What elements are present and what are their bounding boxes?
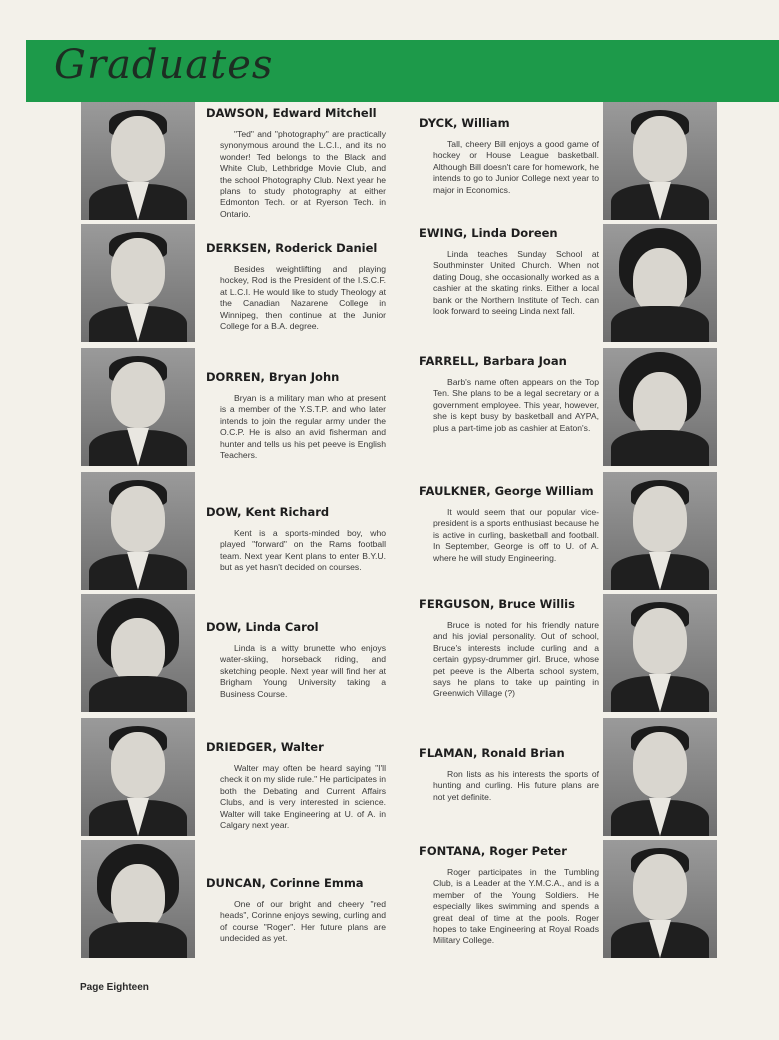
- graduate-name: DERKSEN, Roderick Daniel: [206, 241, 378, 255]
- graduate-name: FARRELL, Barbara Joan: [419, 354, 567, 368]
- graduate-name: FAULKNER, George William: [419, 484, 594, 498]
- graduate-entry: [419, 354, 599, 434]
- portrait-dawson: [81, 102, 195, 220]
- graduate-bio: Linda is a witty brunette who enjoys water-skiing, horseback riding, and sketching people. Next year will find her at Brigham Young University taking a Business Course.: [220, 643, 386, 699]
- graduate-bio: Bruce is noted for his friendly nature and his jovial personality. Out of school, Bruce's interests include curling and a certain gypsy-drummer girl. Bruce, whose pet peeve is the Alberta school system, says he plans to take up painting in Greenwich Village (?): [433, 620, 599, 699]
- graduate-entry: [419, 844, 599, 947]
- graduate-bio: Besides weightlifting and playing hockey, Rod is the President of the I.S.C.F. at L.C.I. He would like to study Theology at the Canadian Nazarene College in Winnipeg, then continue at the Junior College for a B.A. degree.: [220, 264, 386, 332]
- portrait-dorren: [81, 348, 195, 466]
- graduate-entry: [206, 740, 386, 831]
- graduate-entry: [419, 746, 599, 803]
- portrait-flaman: [603, 718, 717, 836]
- portrait-driedger: [81, 718, 195, 836]
- graduate-bio: Kent is a sports-minded boy, who played "forward" on the Rams football team. Next year Kent plans to enter B.Y.U. but as yet hasn't decided on courses.: [220, 528, 386, 573]
- graduate-entry: [206, 241, 386, 332]
- graduate-bio: Ron lists as his interests the sports of hunting and curling. His future plans are not yet definite.: [433, 769, 599, 802]
- portrait-derksen: [81, 224, 195, 342]
- graduate-bio: Bryan is a military man who at present is a member of the Y.S.T.P. and who later intends to join the regular army under the O.C.P. He is also an avid fisherman and hunter and tells us his pet peeve is English Teachers.: [220, 393, 386, 461]
- portrait-ewing: [603, 224, 717, 342]
- portrait-ferguson: [603, 594, 717, 712]
- graduate-entry: [419, 484, 599, 564]
- graduate-bio: It would seem that our popular vice-president is a sports enthusiast because he is active in curling, basketball and football. In September, George is off to U. of A. where he will study Engineering.: [433, 507, 599, 563]
- portrait-dow-linda: [81, 594, 195, 712]
- graduate-entry: [206, 370, 386, 461]
- portrait-fontana: [603, 840, 717, 958]
- graduate-name: DOW, Linda Carol: [206, 620, 319, 634]
- portrait-farrell: [603, 348, 717, 466]
- page-number: Page Eighteen: [80, 982, 149, 993]
- graduate-name: DAWSON, Edward Mitchell: [206, 106, 377, 120]
- portrait-dow-kent: [81, 472, 195, 590]
- graduate-entry: [206, 106, 386, 220]
- graduate-bio: Tall, cheery Bill enjoys a good game of hockey or House League basketball. Although Bill doesn't care for homework, he intends to go to Junior College next year to major in Economics.: [433, 139, 599, 195]
- portrait-dyck: [603, 102, 717, 220]
- graduate-name: DRIEDGER, Walter: [206, 740, 324, 754]
- graduate-name: DYCK, William: [419, 116, 510, 130]
- graduate-bio: Linda teaches Sunday School at Southminster United Church. When not dating Doug, she occasionally worked as a cashier at the skating rinks. Either a local bank or the Northern Institute of Tech. can look forward to seeing Linda next fall.: [433, 249, 599, 317]
- graduate-name: DUNCAN, Corinne Emma: [206, 876, 364, 890]
- graduate-bio: One of our bright and cheery "red heads", Corinne enjoys sewing, curling and of course "Roger". Her future plans are undecided as yet.: [220, 899, 386, 944]
- graduate-name: DOW, Kent Richard: [206, 505, 330, 519]
- graduate-name: FERGUSON, Bruce Willis: [419, 597, 575, 611]
- graduate-name: FLAMAN, Ronald Brian: [419, 746, 565, 760]
- graduate-entry: [206, 620, 386, 700]
- graduate-entry: [206, 876, 386, 945]
- portrait-faulkner: [603, 472, 717, 590]
- graduate-bio: Walter may often be heard saying "I'll check it on my slide rule." He participates in both the Debating and Current Affairs Clubs, and is very interested in science. Walter will take Engineering at U. of A. in Calgary next year.: [220, 763, 386, 831]
- portrait-duncan: [81, 840, 195, 958]
- graduate-bio: Barb's name often appears on the Top Ten. She plans to be a legal secretary or a government employee. This year, however, she is kept busy by basketball and AYPA, plus a part-time job as cashier at Eaton's.: [433, 377, 599, 433]
- graduate-bio: Roger participates in the Tumbling Club, is a Leader at the Y.M.C.A., and is a member of the Young Soldiers. He especially likes swimming and spends a great deal of time at the pools. Roger hopes to take Engineering at Royal Roads Military College.: [433, 867, 599, 946]
- graduate-entry: [419, 226, 599, 317]
- graduate-bio: "Ted" and "photography" are practically synonymous around the L.C.I., and its no wonder! Ted belongs to the Black and White Club, Lethbridge Movie Club, and the school Photography Club. Next year he plans to study photography at either Edmonton Tech. or at Ryerson Tech. in Ontario.: [220, 129, 386, 219]
- graduate-name: DORREN, Bryan John: [206, 370, 340, 384]
- graduate-name: EWING, Linda Doreen: [419, 226, 558, 240]
- graduate-entry: [419, 597, 599, 700]
- graduate-entry: [206, 505, 386, 574]
- section-title: Graduates: [54, 42, 274, 88]
- graduate-name: FONTANA, Roger Peter: [419, 844, 567, 858]
- graduate-entry: [419, 116, 599, 196]
